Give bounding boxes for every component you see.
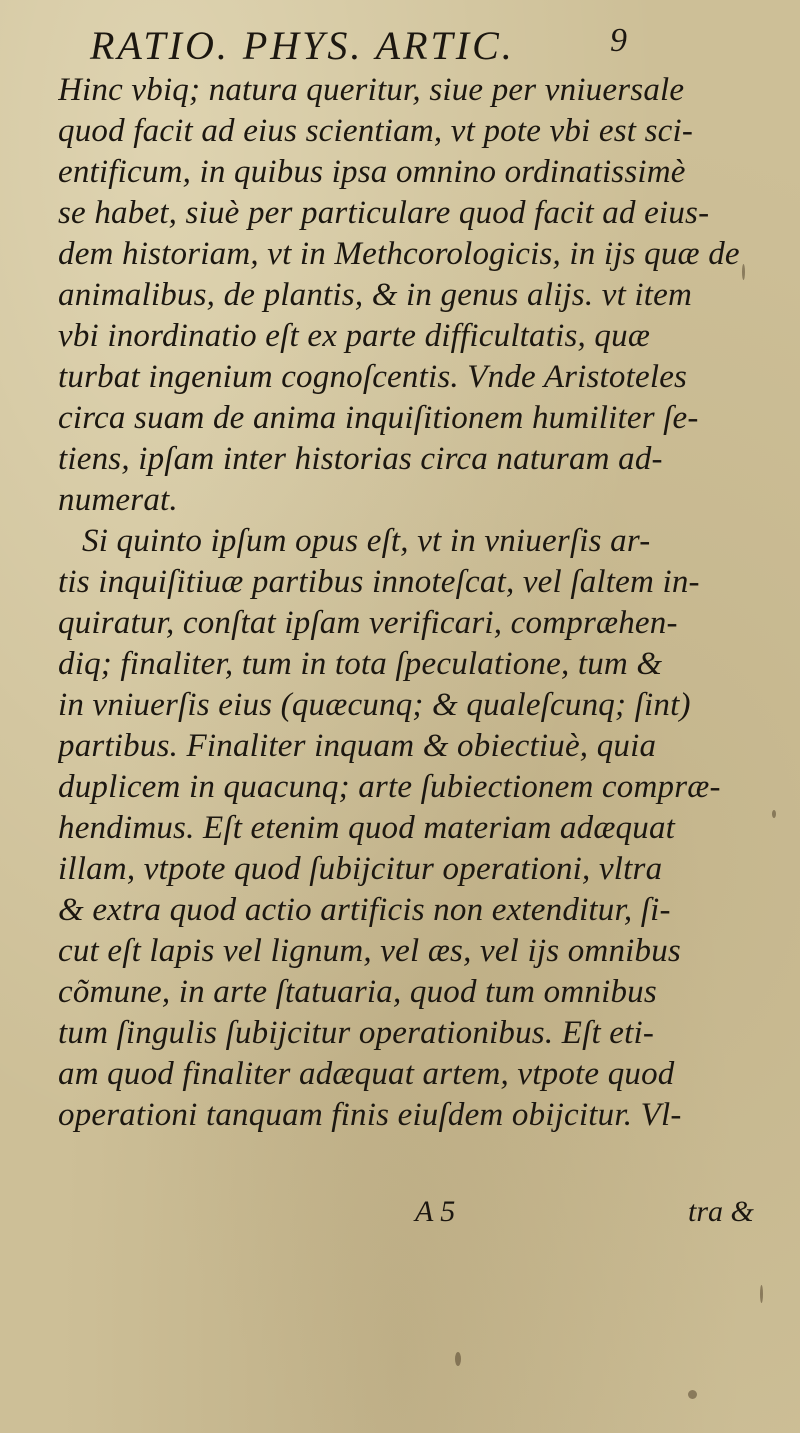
text-line: am quod finaliter adæquat artem, vtpote quod [58, 1056, 675, 1092]
text-line: & extra quod actio artificis non extenditur, ſi- [58, 892, 671, 928]
text-line: tis inquiſitiuæ partibus innoteſcat, vel ſaltem in- [58, 564, 700, 600]
paper-speck [772, 810, 776, 818]
text-line: in vniuerſis eius (quæcunq; & qualeſcunq; ſint) [58, 687, 691, 723]
catchword: tra & [688, 1195, 754, 1228]
paper-speck [742, 264, 745, 280]
running-head [90, 22, 690, 70]
text-line: partibus. Finaliter inquam & obiectiuè, quia [58, 728, 657, 764]
text-line: quod facit ad eius scientiam, vt pote vbi est sci- [58, 113, 694, 149]
text-line: se habet, siuè per particulare quod facit ad eius- [58, 195, 710, 231]
text-line: hendimus. Eſt etenim quod materiam adæquat [58, 810, 676, 846]
text-line: cut eſt lapis vel lignum, vel æs, vel ijs omnibus [58, 933, 681, 969]
text-line: tum ſingulis ſubijcitur operationibus. Eſt eti- [58, 1015, 655, 1051]
text-line: turbat ingenium cognoſcentis. Vnde Aristoteles [58, 359, 688, 395]
text-line: cõmune, in arte ſtatuaria, quod tum omnibus [58, 974, 657, 1010]
text-line: illam, vtpote quod ſubijcitur operationi, vltra [58, 851, 663, 887]
page-number: 9 [610, 22, 630, 59]
text-line: quiratur, conſtat ipſam verificari, compræhen- [58, 605, 678, 641]
signature-mark: A 5 [415, 1195, 456, 1228]
paper-speck [455, 1352, 461, 1366]
page-footer [0, 1195, 800, 1245]
text-line: numerat. [58, 482, 178, 518]
text-line: operationi tanquam finis eiuſdem obijcitur. Vl- [58, 1097, 682, 1133]
paragraph-start-line: Si quinto ipſum opus eſt, vt in vniuerſis ar- [82, 523, 651, 559]
text-line: circa suam de anima inquiſitionem humiliter ſe- [58, 400, 699, 436]
paper-speck [688, 1390, 697, 1399]
text-line: diq; finaliter, tum in tota ſpeculatione, tum & [58, 646, 663, 682]
text-line: entificum, in quibus ipsa omnino ordinatissimè [58, 154, 686, 190]
body-text [58, 70, 798, 1136]
running-head-title: RATIO. PHYS. ARTIC. [90, 23, 515, 68]
text-line: vbi inordinatio eſt ex parte difficultatis, quæ [58, 318, 651, 354]
text-line: animalibus, de plantis, & in genus alijs. vt item [58, 277, 693, 313]
text-line: Hinc vbiq; natura queritur, siue per vniuersale [58, 72, 685, 108]
text-line: duplicem in quacunq; arte ſubiectionem compræ- [58, 769, 721, 805]
text-line: tiens, ipſam inter historias circa naturam ad- [58, 441, 663, 477]
paper-speck [760, 1285, 763, 1303]
text-line: dem historiam, vt in Methcorologicis, in ijs quæ de [58, 236, 740, 272]
